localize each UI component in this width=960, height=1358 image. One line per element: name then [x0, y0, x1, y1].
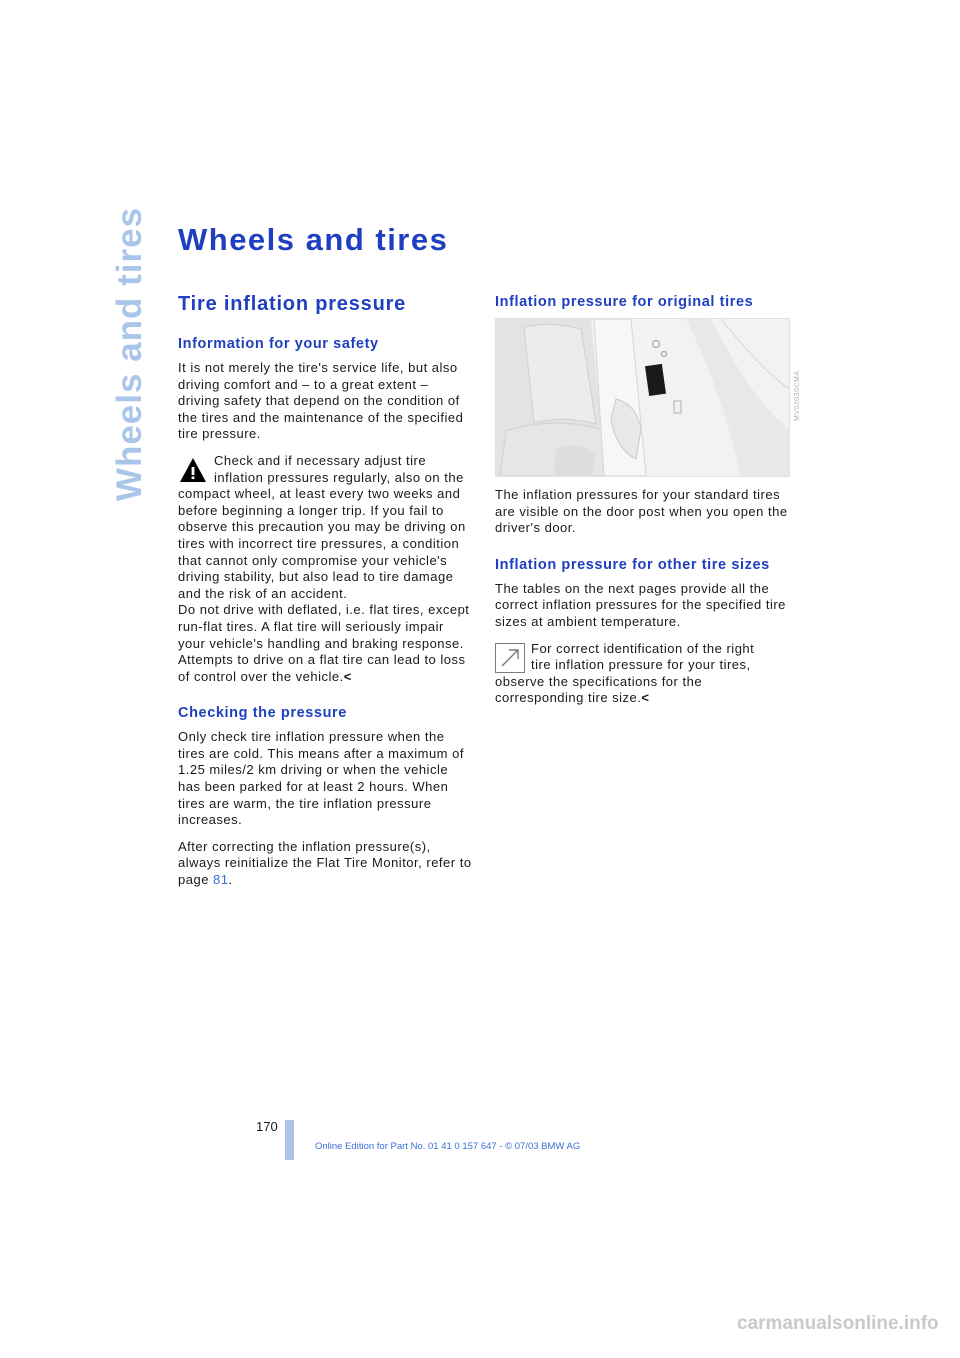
warning-text: inflation pressures regularly, also on the compact wheel, at least every two weeks and before beginning a longer trip. If you fail to observe this precaution you may be driving on tires with incorrect tire pressures, a condition that cannot only compromise your vehicle's driving stability, but also lead to tire damage and the risk of an accident.	[178, 469, 466, 601]
heading-safety-information: Information for your safety	[178, 336, 379, 352]
footer-edition-note: Online Edition for Part No. 01 41 0 157 647 - © 07/03 BMW AG	[315, 1141, 581, 1152]
side-chapter-tab	[104, 206, 156, 502]
original-tires-caption: The inflation pressures for your standard tires are visible on the door post when you open the driver's door.	[495, 487, 788, 536]
other-tire-sizes-paragraph: The tables on the next pages provide all the correct inflation pressures for the specified tire sizes at ambient temperature.	[495, 580, 786, 629]
warning-triangle-icon	[178, 455, 208, 485]
identification-note	[495, 641, 790, 707]
checking-paragraph-1: Only check tire inflation pressure when the tires are cold. This means after a maximum of 1.25 miles/2 km driving or when the vehicle has been parked for at least 2 hours. When tires are warm, the tire inflation pressure increases.	[178, 729, 464, 828]
heading-checking-pressure: Checking the pressure	[178, 705, 347, 722]
door-post-drawing	[496, 319, 789, 476]
left-column	[178, 293, 473, 899]
side-chapter-title: Wheels and tires	[110, 206, 150, 502]
note-first-line: For correct identification of the right	[531, 640, 755, 656]
page-marker-bar	[285, 1120, 294, 1160]
heading-other-tire-sizes: Inflation pressure for other tire sizes	[495, 556, 770, 573]
section-title-tire-inflation: Tire inflation pressure	[178, 293, 407, 315]
safety-warning-note	[178, 453, 473, 685]
door-post-illustration	[495, 318, 790, 477]
checking-paragraph-2	[178, 839, 473, 889]
checking-paragraph-2-text: After correcting the inflation pressure(s), always reinitialize the Flat Tire Monitor, refer to page	[178, 838, 472, 888]
arrow-note-icon	[495, 643, 525, 673]
note-text: tire inflation pressure for your tires, observe the specifications for the corresponding tire size.	[495, 657, 751, 706]
heading-original-tires: Inflation pressure for original tires	[495, 294, 754, 310]
right-column	[495, 294, 790, 727]
note-end-mark: <	[641, 690, 650, 706]
figure-code: MV02030CMA	[794, 370, 801, 421]
warning-first-line: Check and if necessary adjust tire	[214, 452, 427, 468]
watermark: carmanualsonline.info	[737, 1313, 939, 1334]
page-81-link[interactable]: 81	[213, 872, 229, 888]
chapter-title: Wheels and tires	[178, 222, 449, 257]
end-mark: <	[343, 668, 352, 684]
warning-second-text	[178, 602, 473, 685]
checking-paragraph-2-end: .	[228, 872, 233, 888]
page-number: 170	[256, 1119, 278, 1134]
warning-second-body: Do not drive with deflated, i.e. flat tires, except run-flat tires. A flat tire will seriously impair your vehicle's handling and braking response. Attempts to drive on a flat tire can lead to loss of control over the vehicle.	[178, 602, 470, 684]
safety-intro-paragraph: It is not merely the tire's service life, but also driving comfort and – to a great extent – driving safety that depend on the condition of the tires and the maintenance of the specified tire pressure.	[178, 360, 464, 442]
